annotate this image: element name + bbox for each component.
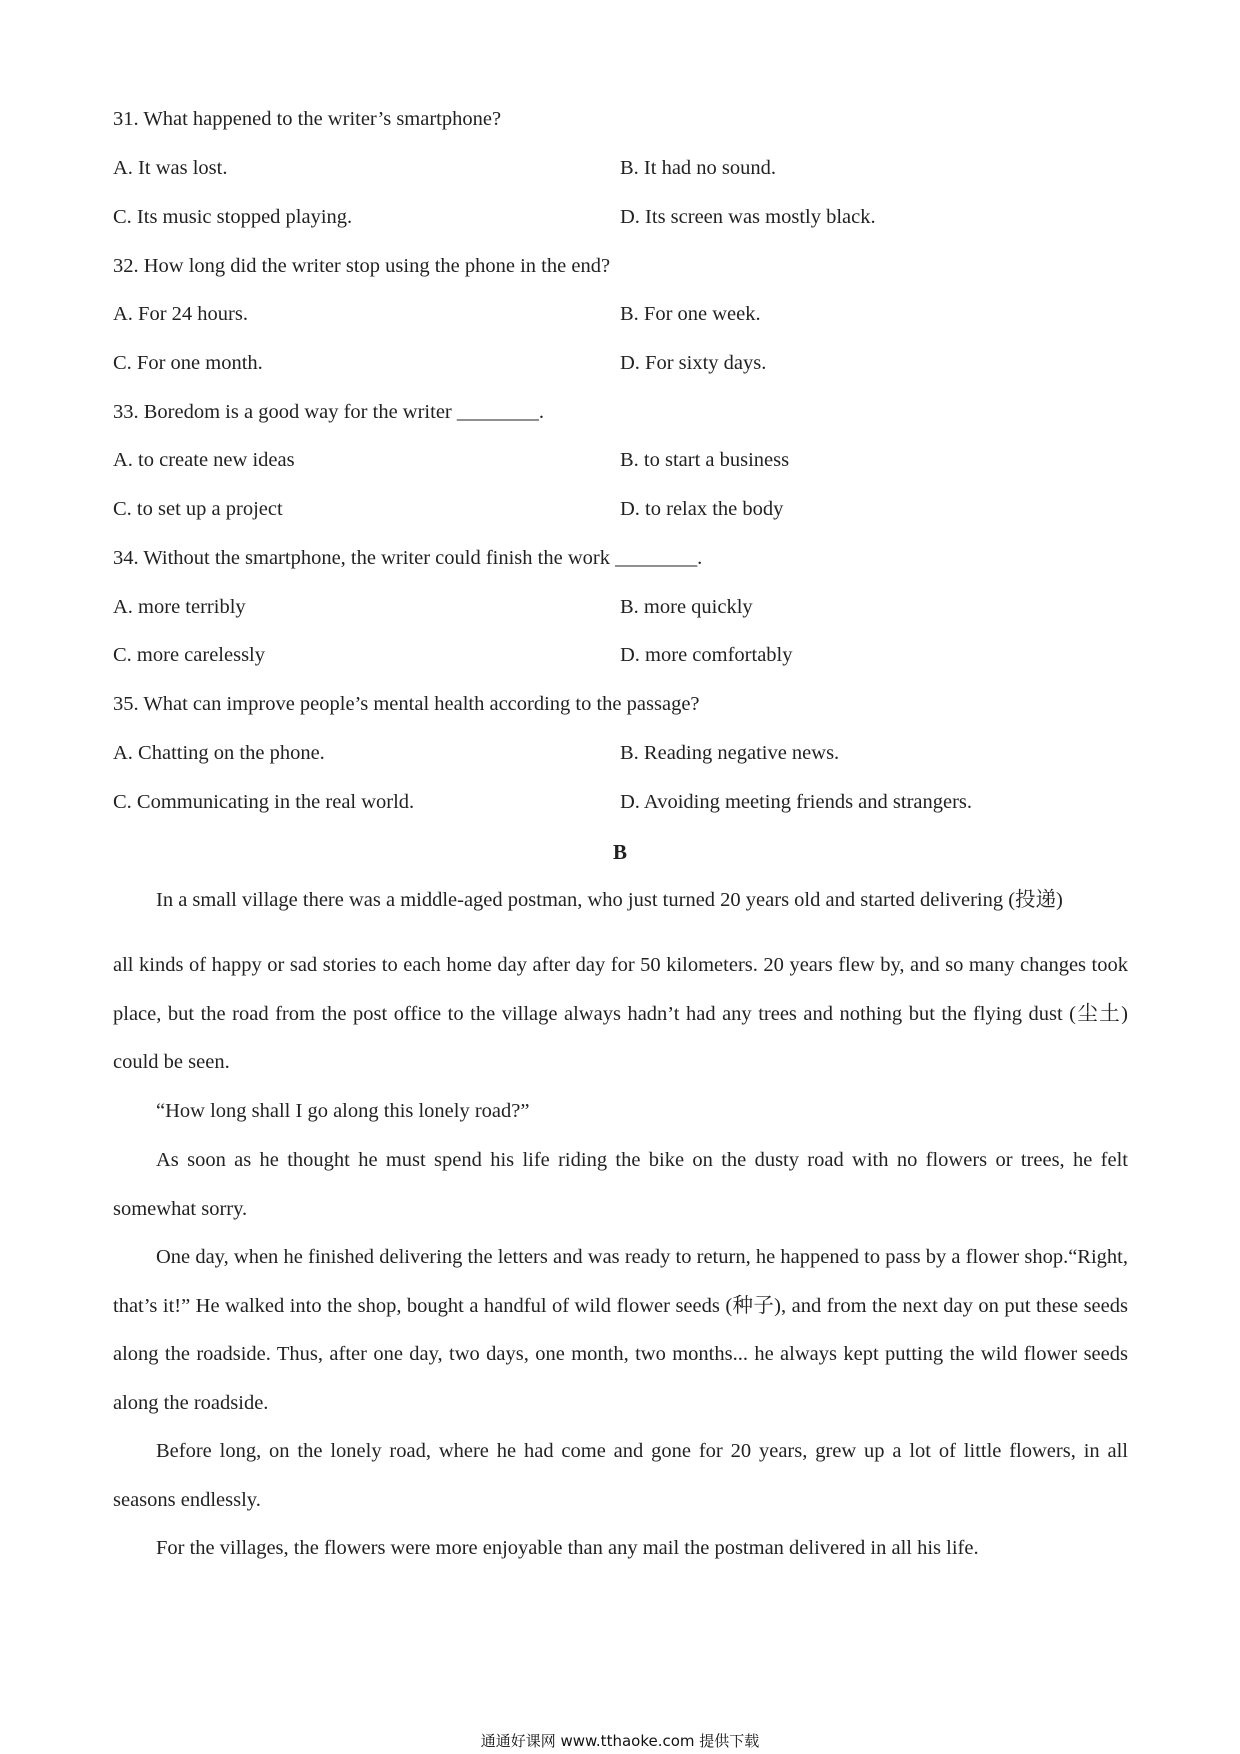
- question-35-stem: 35. What can improve people’s mental health according to the passage?: [113, 693, 700, 715]
- question-32-option-d: D. For sixty days.: [620, 352, 767, 374]
- passage-paragraph-text: all kinds of happy or sad stories to each home day after day for 50 kilometers. 20 years flew by, and so many changes took place, but the road from the post office to the village always hadn’t had any trees and nothing but the flying dust (尘土) could be seen.: [113, 954, 1128, 1074]
- passage-paragraph: [113, 1524, 1128, 1573]
- question-35-option-d: D. Avoiding meeting friends and strangers.: [620, 791, 973, 813]
- question-34-option-b: B. more quickly: [620, 596, 753, 618]
- passage-paragraph: [113, 1427, 1128, 1524]
- question-35-option-a: A. Chatting on the phone.: [113, 742, 325, 764]
- passage-paragraph-text: “How long shall I go along this lonely road?”: [156, 1100, 530, 1122]
- question-31-stem: 31. What happened to the writer’s smartphone?: [113, 108, 502, 130]
- passage-paragraph-text: Before long, on the lonely road, where he had come and gone for 20 years, grew up a lot of little flowers, in all seasons endlessly.: [113, 1440, 1128, 1511]
- question-34-option-c: C. more carelessly: [113, 644, 265, 666]
- passage-paragraph-text: For the villages, the flowers were more enjoyable than any mail the postman delivered in all his life.: [156, 1537, 979, 1559]
- question-31-option-d: D. Its screen was mostly black.: [620, 206, 876, 228]
- passage-paragraph-text: One day, when he finished delivering the letters and was ready to return, he happened to pass by a flower shop.“Right, that’s it!” He walked into the shop, bought a handful of wild flower seeds (种子), and from the next day on put these seeds along the roadside. Thus, after one day, two days, one month, two months... he always kept putting the wild flower seeds along the roadside.: [113, 1246, 1128, 1415]
- question-35-option-c: C. Communicating in the real world.: [113, 791, 415, 813]
- question-32-option-a: A. For 24 hours.: [113, 303, 248, 325]
- question-33-option-d: D. to relax the body: [620, 498, 784, 520]
- passage-paragraph: [113, 1233, 1128, 1428]
- question-35-option-b: B. Reading negative news.: [620, 742, 840, 764]
- passage-paragraph: [113, 941, 1128, 1087]
- question-31-option-b: B. It had no sound.: [620, 157, 777, 179]
- question-32-option-b: B. For one week.: [620, 303, 761, 325]
- passage-paragraph: [113, 1136, 1128, 1233]
- passage-paragraph: [113, 1087, 1128, 1136]
- question-33-stem: 33. Boredom is a good way for the writer ________.: [113, 401, 544, 423]
- question-33-option-a: A. to create new ideas: [113, 449, 295, 471]
- question-33-option-b: B. to start a business: [620, 449, 790, 471]
- section-title: B: [612, 840, 627, 864]
- question-32-option-c: C. For one month.: [113, 352, 263, 374]
- question-31-option-a: A. It was lost.: [113, 157, 228, 179]
- question-33-option-c: C. to set up a project: [113, 498, 283, 520]
- page-footer: 通通好课网 www.tthaoke.com 提供下载: [480, 1732, 760, 1750]
- question-34-option-a: A. more terribly: [113, 596, 246, 618]
- passage-paragraph-text: In a small village there was a middle-aged postman, who just turned 20 years old and started delivering (投递): [156, 889, 1063, 911]
- question-31-option-c: C. Its music stopped playing.: [113, 206, 353, 228]
- question-34-stem: 34. Without the smartphone, the writer could finish the work ________.: [113, 547, 703, 569]
- question-34-option-d: D. more comfortably: [620, 644, 793, 666]
- passage-paragraph: [113, 876, 1128, 924]
- passage-paragraph-text: As soon as he thought he must spend his life riding the bike on the dusty road with no flowers or trees, he felt somewhat sorry.: [113, 1149, 1128, 1220]
- question-32-stem: 32. How long did the writer stop using the phone in the end?: [113, 255, 611, 277]
